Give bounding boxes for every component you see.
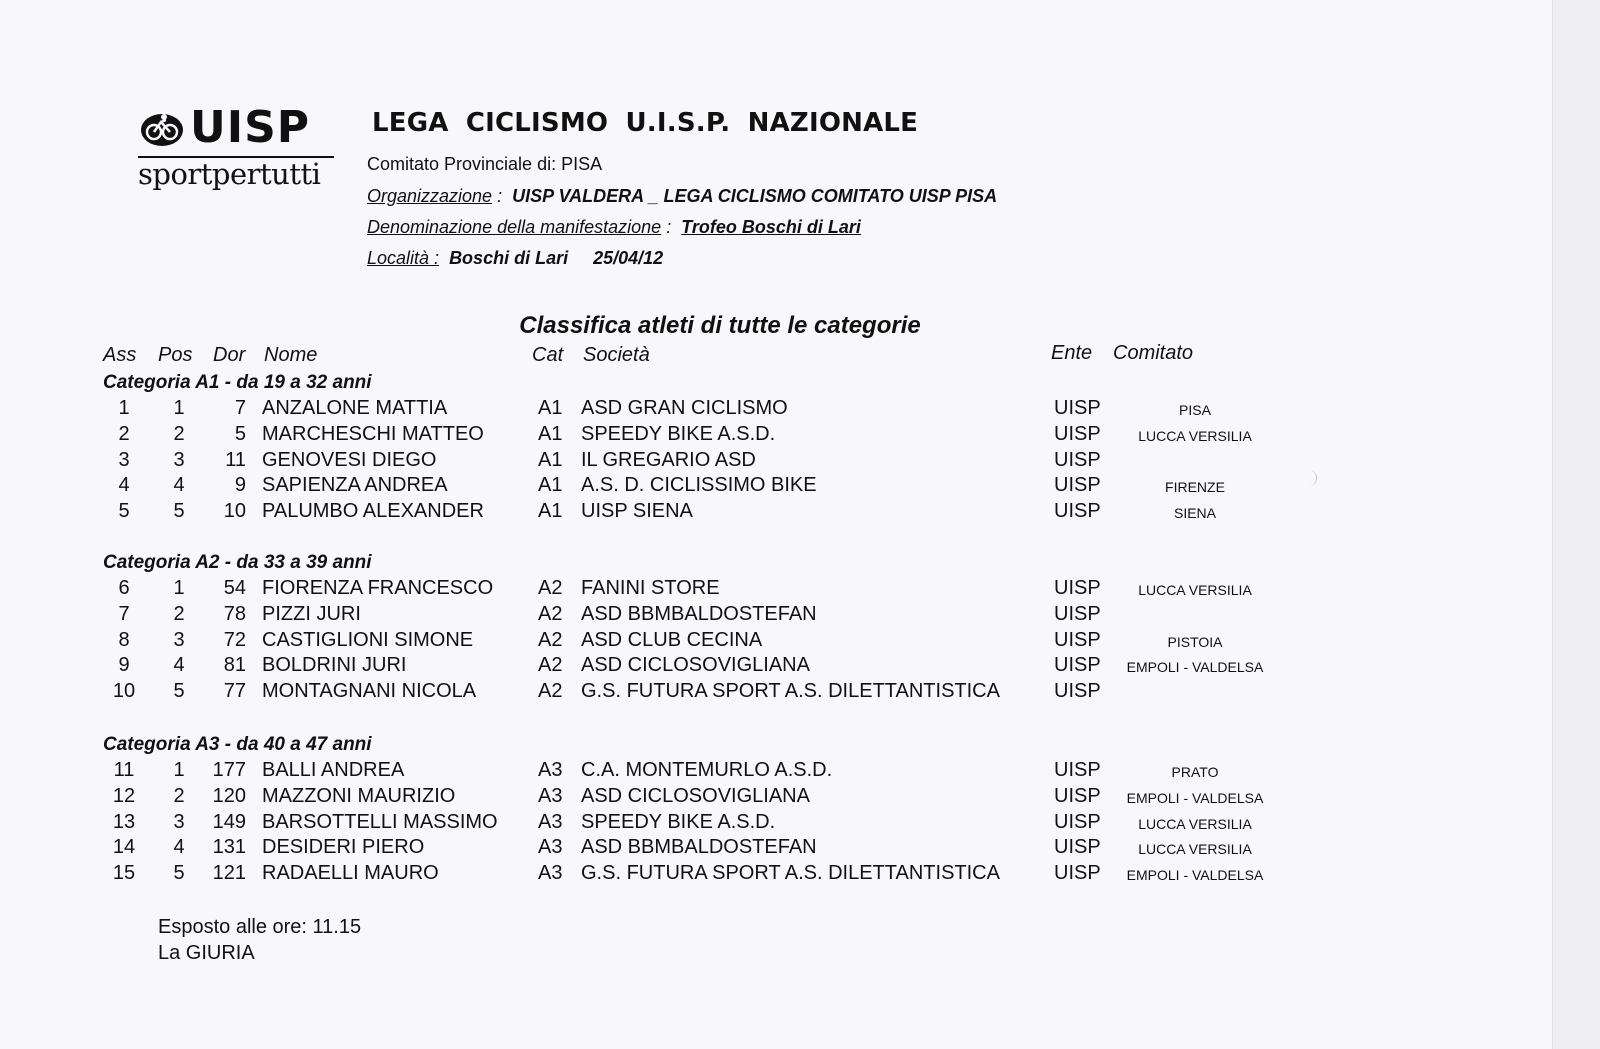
cell-societa: ASD CLUB CECINA: [581, 629, 763, 651]
cell-ente: UISP: [1054, 423, 1101, 445]
logo-tagline: sportpertutti: [138, 157, 321, 191]
cell-nome: BOLDRINI JURI: [262, 654, 407, 676]
col-header-ente: Ente: [1051, 342, 1093, 364]
cell-cat: A3: [538, 785, 563, 807]
cell-nome: PALUMBO ALEXANDER: [262, 500, 484, 522]
cell-societa: C.A. MONTEMURLO A.S.D.: [581, 759, 833, 781]
organizzazione-value: UISP VALDERA _ LEGA CICLISMO COMITATO UISP PISA: [512, 186, 998, 206]
table-row: [0, 759, 1400, 784]
col-header-dor: Dor: [213, 344, 246, 366]
cell-societa: SPEEDY BIKE A.S.D.: [581, 423, 776, 445]
cell-cat: A2: [538, 603, 563, 625]
cell-cat: A2: [538, 629, 563, 651]
cell-pos: 5: [173, 680, 185, 702]
table-row: [0, 811, 1400, 836]
cell-dor: 121: [212, 862, 246, 884]
col-header-pos: Pos: [158, 344, 193, 366]
cell-cat: A3: [538, 862, 563, 884]
cell-comitato: LUCCA VERSILIA: [1138, 816, 1252, 832]
cell-comitato: PRATO: [1171, 764, 1219, 780]
denominazione-label: Denominazione della manifestazione: [367, 217, 662, 237]
cell-nome: MAZZONI MAURIZIO: [262, 785, 456, 807]
category-title: Categoria A2 - da 33 a 39 anni: [103, 552, 372, 573]
cell-dor: 10: [223, 500, 246, 522]
cell-dor: 149: [212, 811, 246, 833]
cell-ente: UISP: [1054, 577, 1101, 599]
cell-comitato: PISTOIA: [1167, 634, 1223, 650]
cell-societa: SPEEDY BIKE A.S.D.: [581, 811, 776, 833]
cell-ente: UISP: [1054, 811, 1101, 833]
table-row: [0, 654, 1400, 679]
cell-ass: 12: [112, 785, 136, 807]
cell-societa: ASD CICLOSOVIGLIANA: [581, 654, 810, 676]
cell-ente: UISP: [1054, 836, 1101, 858]
cell-pos: 5: [173, 500, 185, 522]
cell-societa: ASD BBMBALDOSTEFAN: [581, 603, 817, 625]
esposto-text: Esposto alle ore: 11.15: [158, 916, 362, 938]
cell-cat: A1: [538, 397, 563, 419]
cell-ass: 9: [118, 654, 130, 676]
cell-pos: 2: [173, 423, 185, 445]
cell-ass: 14: [112, 836, 136, 858]
cell-dor: 9: [234, 474, 246, 496]
cell-nome: SAPIENZA ANDREA: [262, 474, 448, 496]
cell-cat: A2: [538, 577, 563, 599]
cell-nome: RADAELLI MAURO: [262, 862, 439, 884]
cell-dor: 7: [234, 397, 246, 419]
cell-comitato: LUCCA VERSILIA: [1138, 582, 1252, 598]
cell-pos: 4: [173, 654, 185, 676]
cell-ass: 3: [118, 449, 130, 471]
organizzazione-line: Organizzazione : UISP VALDERA _ LEGA CICLISMO COMITATO UISP PISA: [367, 186, 998, 206]
cell-ente: UISP: [1054, 680, 1101, 702]
cell-ass: 11: [113, 759, 135, 781]
cell-ass: 4: [118, 474, 130, 496]
cell-ass: 10: [112, 680, 136, 702]
cell-cat: A1: [538, 500, 563, 522]
cell-societa: G.S. FUTURA SPORT A.S. DILETTANTISTICA: [581, 862, 1000, 884]
cell-nome: MARCHESCHI MATTEO: [262, 423, 484, 445]
localita-line: [367, 248, 663, 269]
event-date: 25/04/12: [593, 248, 664, 268]
cell-nome: BARSOTTELLI MASSIMO: [262, 811, 498, 833]
cell-cat: A3: [538, 811, 563, 833]
cell-ente: UISP: [1054, 629, 1101, 651]
cell-dor: 54: [223, 577, 246, 599]
cell-societa: A.S. D. CICLISSIMO BIKE: [581, 474, 817, 496]
cell-dor: 177: [212, 759, 246, 781]
cell-ass: 1: [118, 397, 130, 419]
cell-comitato: EMPOLI - VALDELSA: [1126, 659, 1264, 675]
results-title-wrap: [0, 312, 1400, 340]
cell-ente: UISP: [1054, 397, 1101, 419]
cell-dor: 77: [223, 680, 246, 702]
table-row: [0, 500, 1400, 525]
comitato-line: [367, 154, 602, 175]
cell-ente: UISP: [1054, 500, 1101, 522]
cell-societa: ASD CICLOSOVIGLIANA: [581, 785, 810, 807]
cell-comitato: SIENA: [1173, 505, 1216, 521]
cell-nome: ANZALONE MATTIA: [262, 397, 448, 419]
table-row: [0, 862, 1400, 887]
cell-dor: 78: [223, 603, 246, 625]
cell-societa: IL GREGARIO ASD: [581, 449, 756, 471]
cell-cat: A2: [538, 654, 563, 676]
giuria-text: La GIURIA: [158, 942, 255, 964]
cell-societa: G.S. FUTURA SPORT A.S. DILETTANTISTICA: [581, 680, 1000, 702]
cell-ente: UISP: [1054, 474, 1101, 496]
cell-dor: 120: [212, 785, 246, 807]
category-title: Categoria A3 - da 40 a 47 anni: [103, 734, 372, 755]
cell-comitato: LUCCA VERSILIA: [1138, 841, 1252, 857]
cell-pos: 3: [173, 449, 185, 471]
organizzazione-label: Organizzazione: [367, 186, 493, 206]
cell-nome: FIORENZA FRANCESCO: [262, 577, 494, 599]
cell-pos: 1: [173, 397, 185, 419]
cell-ente: UISP: [1054, 449, 1101, 471]
cell-societa: FANINI STORE: [581, 577, 720, 599]
cell-pos: 4: [173, 836, 185, 858]
cell-ass: 2: [118, 423, 130, 445]
table-row: [0, 603, 1400, 628]
cell-pos: 3: [173, 811, 185, 833]
table-row: [0, 680, 1400, 705]
cell-ass: 13: [112, 811, 136, 833]
cell-pos: 2: [173, 603, 185, 625]
results-title: Classifica atleti di tutte le categorie: [519, 312, 921, 339]
cell-cat: A3: [538, 836, 563, 858]
col-header-nome: Nome: [264, 344, 318, 366]
col-header-cat: Cat: [532, 344, 564, 366]
cell-comitato: EMPOLI - VALDELSA: [1126, 867, 1264, 883]
cell-ass: 5: [118, 500, 130, 522]
cell-cat: A3: [538, 759, 563, 781]
cell-pos: 1: [173, 577, 185, 599]
cell-ass: 8: [118, 629, 130, 651]
cell-comitato: FIRENZE: [1165, 479, 1225, 495]
cell-nome: GENOVESI DIEGO: [262, 449, 437, 471]
cell-comitato: LUCCA VERSILIA: [1138, 428, 1252, 444]
header-title: LEGA CICLISMO U.I.S.P. NAZIONALE: [372, 108, 919, 138]
cell-ente: UISP: [1054, 654, 1101, 676]
cell-cat: A1: [538, 474, 563, 496]
cell-pos: 5: [173, 862, 185, 884]
cell-nome: BALLI ANDREA: [262, 759, 405, 781]
table-row: [0, 836, 1400, 861]
cell-ente: UISP: [1054, 603, 1101, 625]
cell-dor: 5: [234, 423, 246, 445]
cell-ente: UISP: [1054, 785, 1101, 807]
table-row: [0, 785, 1400, 810]
cell-dor: 72: [223, 629, 246, 651]
cell-societa: ASD GRAN CICLISMO: [581, 397, 788, 419]
cell-cat: A1: [538, 449, 563, 471]
denominazione-line: Denominazione della manifestazione : Trofeo Boschi di Lari: [367, 217, 861, 237]
denominazione-value: Trofeo Boschi di Lari: [681, 217, 861, 237]
cell-pos: 4: [173, 474, 185, 496]
logo-wordmark: UISP: [190, 102, 311, 153]
cell-ass: 6: [118, 577, 130, 599]
table-row: [0, 397, 1400, 422]
cyclist-emblem-icon: [138, 108, 186, 148]
category-title: Categoria A1 - da 19 a 32 anni: [103, 372, 372, 393]
table-row: [0, 449, 1400, 474]
col-header-societa: Società: [583, 344, 650, 366]
cell-nome: PIZZI JURI: [262, 603, 361, 625]
localita-label: Località :: [367, 248, 440, 268]
cell-pos: 3: [173, 629, 185, 651]
uisp-logo: [138, 104, 338, 194]
cell-nome: MONTAGNANI NICOLA: [262, 680, 477, 702]
col-header-ass: Ass: [103, 344, 137, 366]
cell-ente: UISP: [1054, 759, 1101, 781]
comitato-text: Comitato Provinciale di: PISA: [367, 154, 603, 174]
cell-comitato: PISA: [1179, 402, 1211, 418]
cell-nome: DESIDERI PIERO: [262, 836, 425, 858]
table-row: [0, 577, 1400, 602]
cell-ente: UISP: [1054, 862, 1101, 884]
table-row: [0, 423, 1400, 448]
cell-cat: A1: [538, 423, 563, 445]
cell-pos: 2: [173, 785, 185, 807]
cell-nome: CASTIGLIONI SIMONE: [262, 629, 474, 651]
cell-dor: 11: [225, 449, 246, 471]
cell-cat: A2: [538, 680, 563, 702]
table-row: [0, 629, 1400, 654]
cell-societa: ASD BBMBALDOSTEFAN: [581, 836, 817, 858]
cell-dor: 81: [223, 654, 246, 676]
table-row: [0, 474, 1400, 499]
col-header-comitato: Comitato: [1113, 342, 1194, 364]
cell-dor: 131: [212, 836, 246, 858]
cell-ass: 15: [112, 862, 136, 884]
localita-value: Boschi di Lari: [449, 248, 569, 268]
cell-ass: 7: [118, 603, 130, 625]
cell-comitato: EMPOLI - VALDELSA: [1126, 790, 1264, 806]
cell-pos: 1: [173, 759, 185, 781]
cell-societa: UISP SIENA: [581, 500, 693, 522]
scan-edge: [1552, 0, 1600, 1049]
